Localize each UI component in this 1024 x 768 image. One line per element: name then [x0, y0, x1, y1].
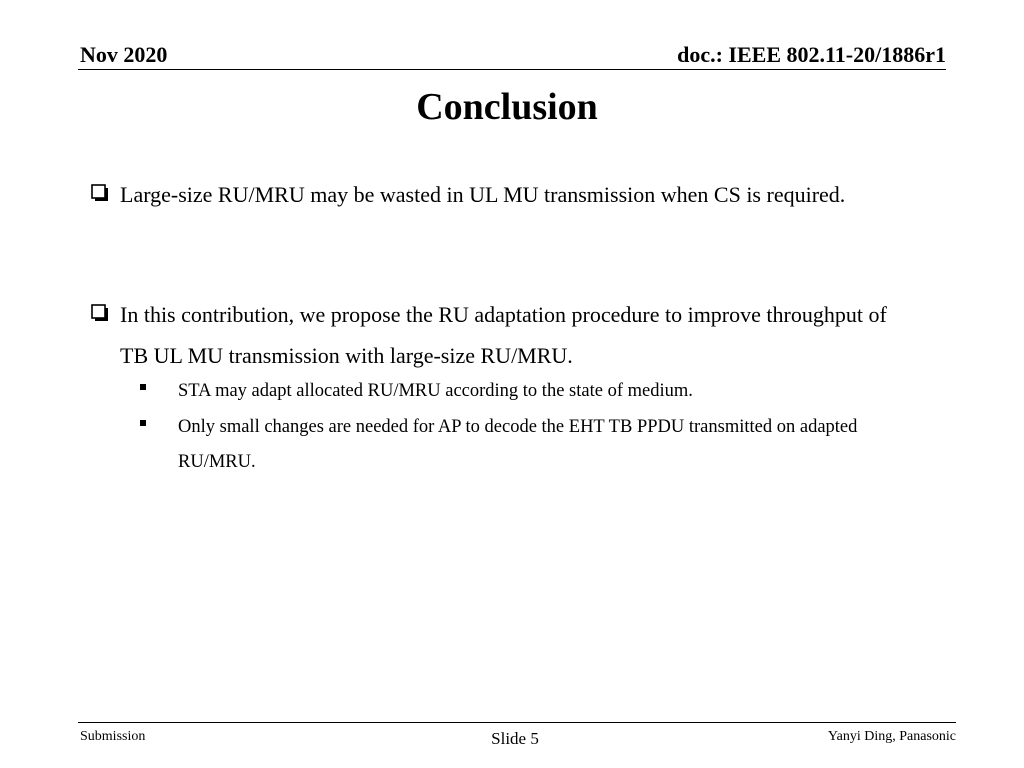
- slide-title: Conclusion: [416, 86, 598, 128]
- checkbox-icon: [91, 304, 109, 322]
- bullet-item: [91, 294, 891, 376]
- sub-bullet-text: STA may adapt allocated RU/MRU according to the state of medium.: [178, 381, 693, 401]
- square-bullet-icon: [140, 420, 146, 426]
- header-doc-id: doc.: IEEE 802.11-20/1886r1: [677, 42, 946, 67]
- sub-bullet-text: Only small changes are needed for AP to decode the EHT TB PPDU transmitted on adapted RU/MRU.: [178, 417, 858, 472]
- checkbox-icon: [91, 184, 109, 202]
- square-bullet-icon: [140, 384, 146, 390]
- header-date: Nov 2020: [80, 42, 168, 67]
- sub-bullet-item: [140, 374, 930, 409]
- bullet-item: [91, 174, 891, 215]
- footer-submission: Submission: [80, 729, 146, 744]
- footer-author: Yanyi Ding, Panasonic: [827, 729, 956, 744]
- footer-divider: [78, 722, 956, 723]
- header-divider: [78, 69, 946, 70]
- bullet-text: Large-size RU/MRU may be wasted in UL MU transmission when CS is required.: [120, 182, 846, 207]
- sub-bullet-item: [140, 410, 930, 480]
- bullet-text: In this contribution, we propose the RU adaptation procedure to improve throughput of TB UL MU transmission with large-size RU/MRU.: [120, 302, 887, 368]
- slide-number: Slide 5: [491, 729, 539, 748]
